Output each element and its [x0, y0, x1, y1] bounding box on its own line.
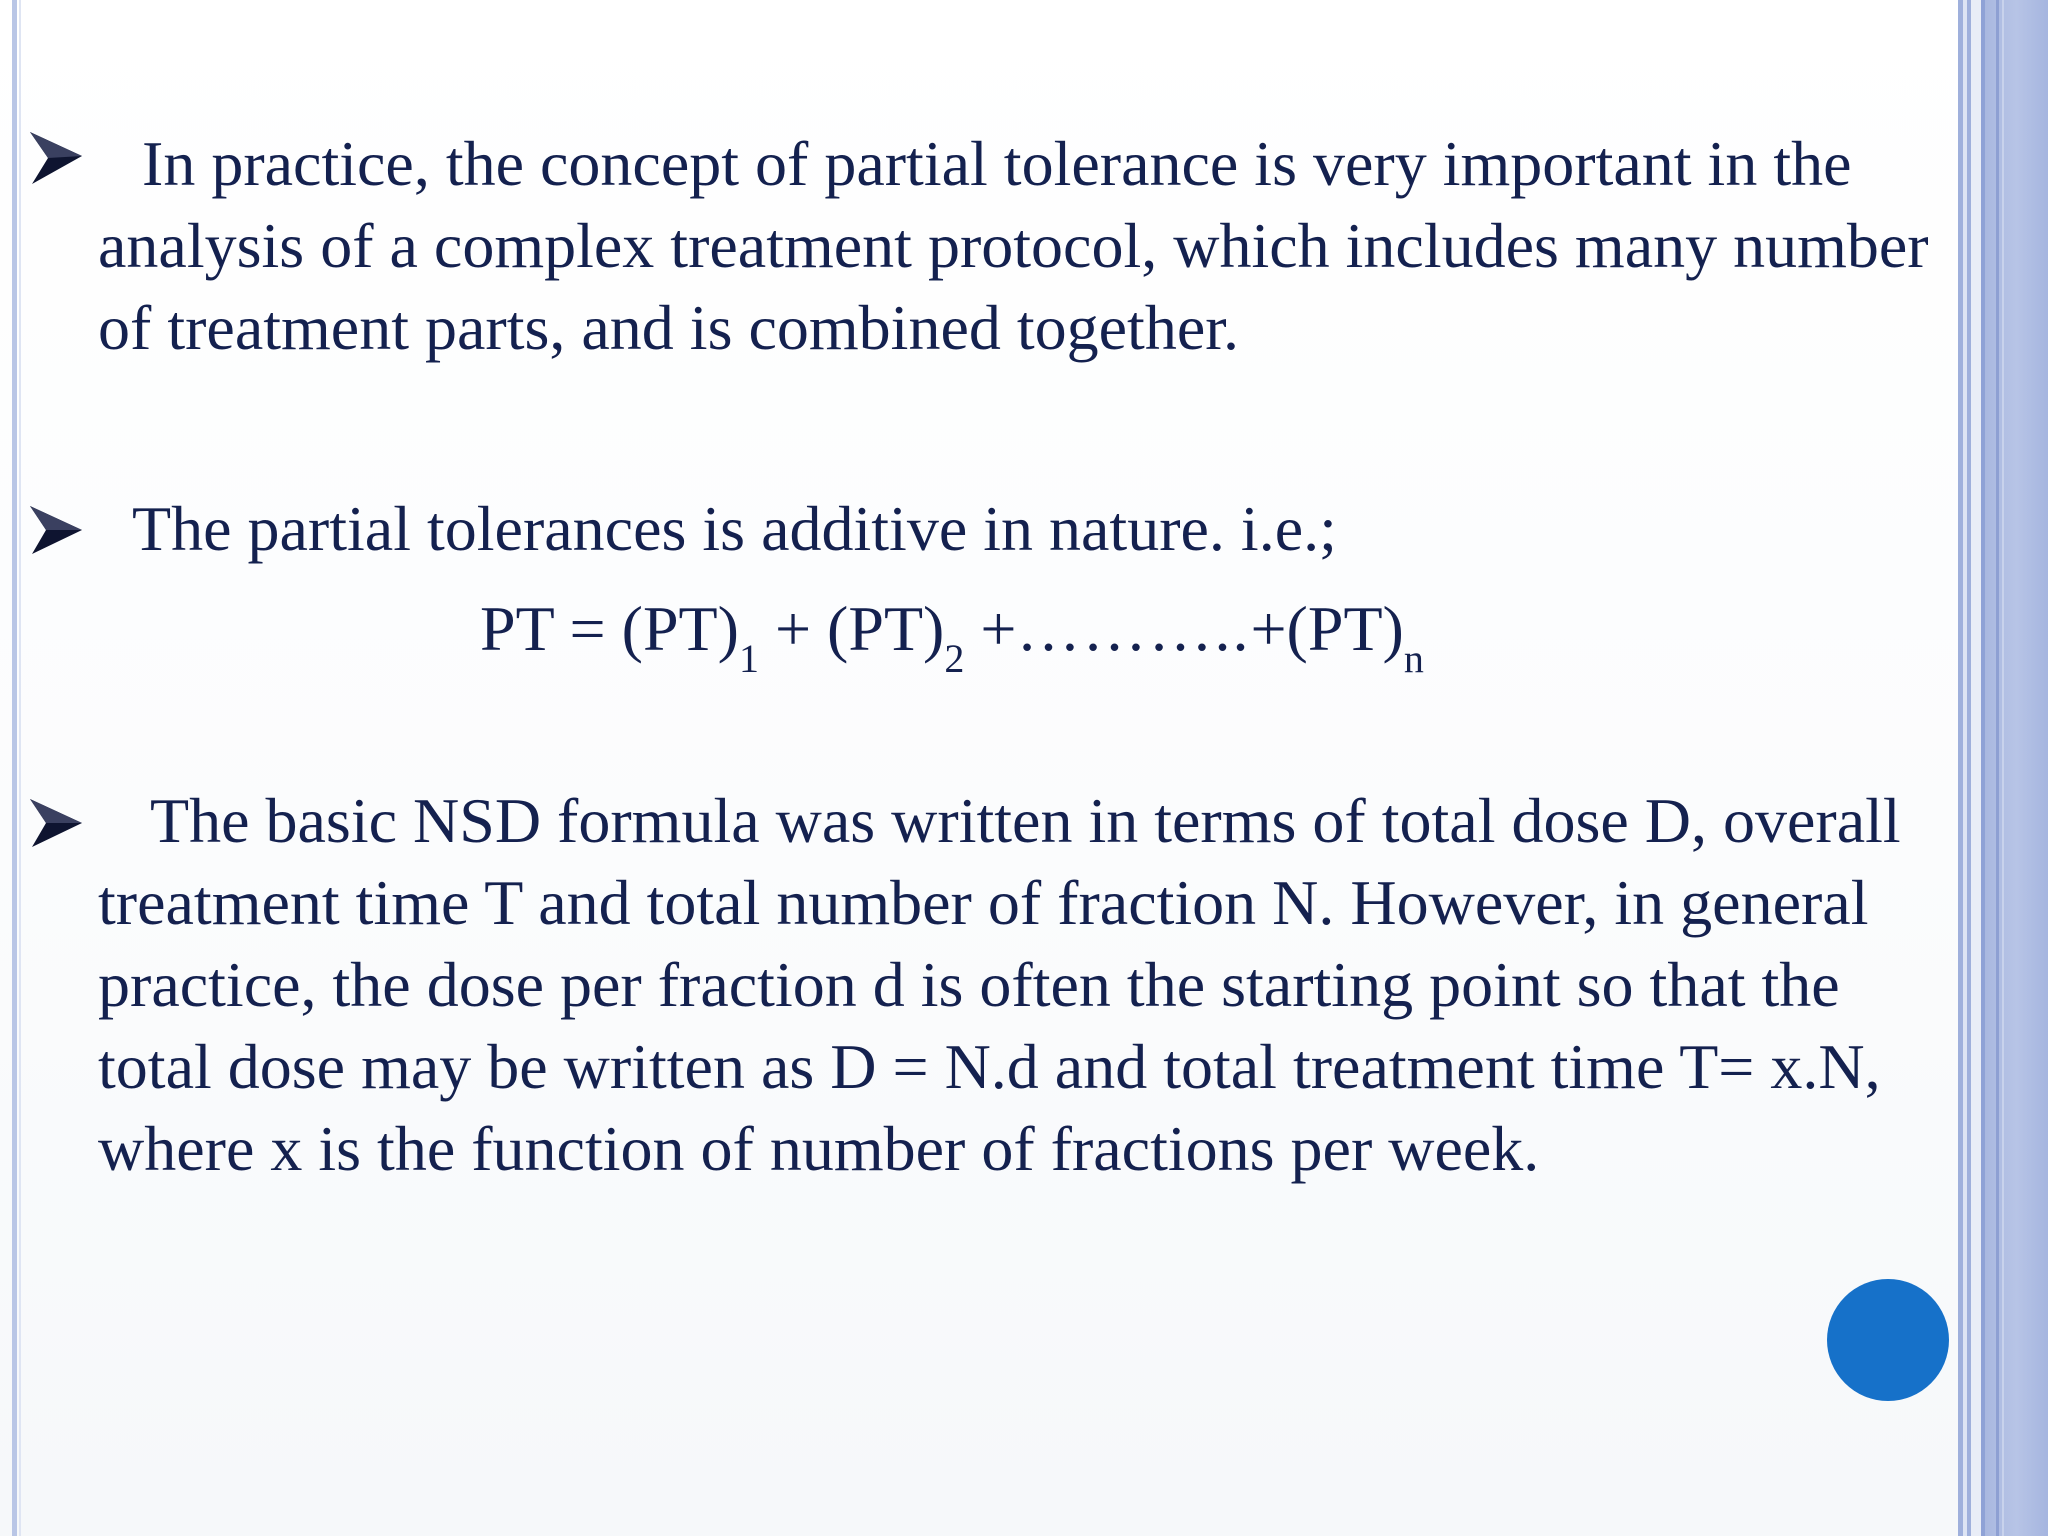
right-stripe	[2002, 0, 2004, 1536]
partial-tolerance-formula	[480, 588, 1424, 681]
formula-plus: +	[964, 593, 1017, 664]
right-stripe	[1971, 0, 1981, 1536]
formula-subscript-n: n	[1403, 636, 1424, 681]
arrowhead-bullet-icon	[26, 500, 86, 560]
decorative-circle	[1827, 1279, 1949, 1401]
bullet-paragraph-3: The basic NSD formula was written in terms of total dose D, overall treatment time T and total number of fraction N. However, in general practice, the dose per fraction d is often the starting point so that the total dose may be written as D = N.d and total treatment time T= x.N, where x is the function of number of fractions per week.	[98, 785, 1901, 1184]
formula-term-n: +(PT)	[1250, 593, 1404, 664]
right-stripe-band	[1985, 0, 2048, 1536]
right-stripe	[1996, 0, 1999, 1536]
bullet-paragraph-2: The partial tolerances is additive in nature. i.e.;	[132, 493, 1337, 564]
formula-subscript-2: 2	[944, 636, 965, 681]
arrowhead-bullet-icon	[26, 128, 86, 188]
formula-ellipsis: ………..	[1016, 593, 1251, 664]
bullet-paragraph-1: In practice, the concept of partial tolerance is very important in the analysis of a complex treatment protocol, which includes many number of treatment parts, and is combined together.	[98, 128, 1929, 363]
arrowhead-bullet-icon	[26, 793, 86, 853]
formula-subscript-1: 1	[738, 636, 759, 681]
formula-term-2: + (PT)	[758, 593, 945, 664]
formula-lhs: PT = (PT)	[480, 593, 739, 664]
